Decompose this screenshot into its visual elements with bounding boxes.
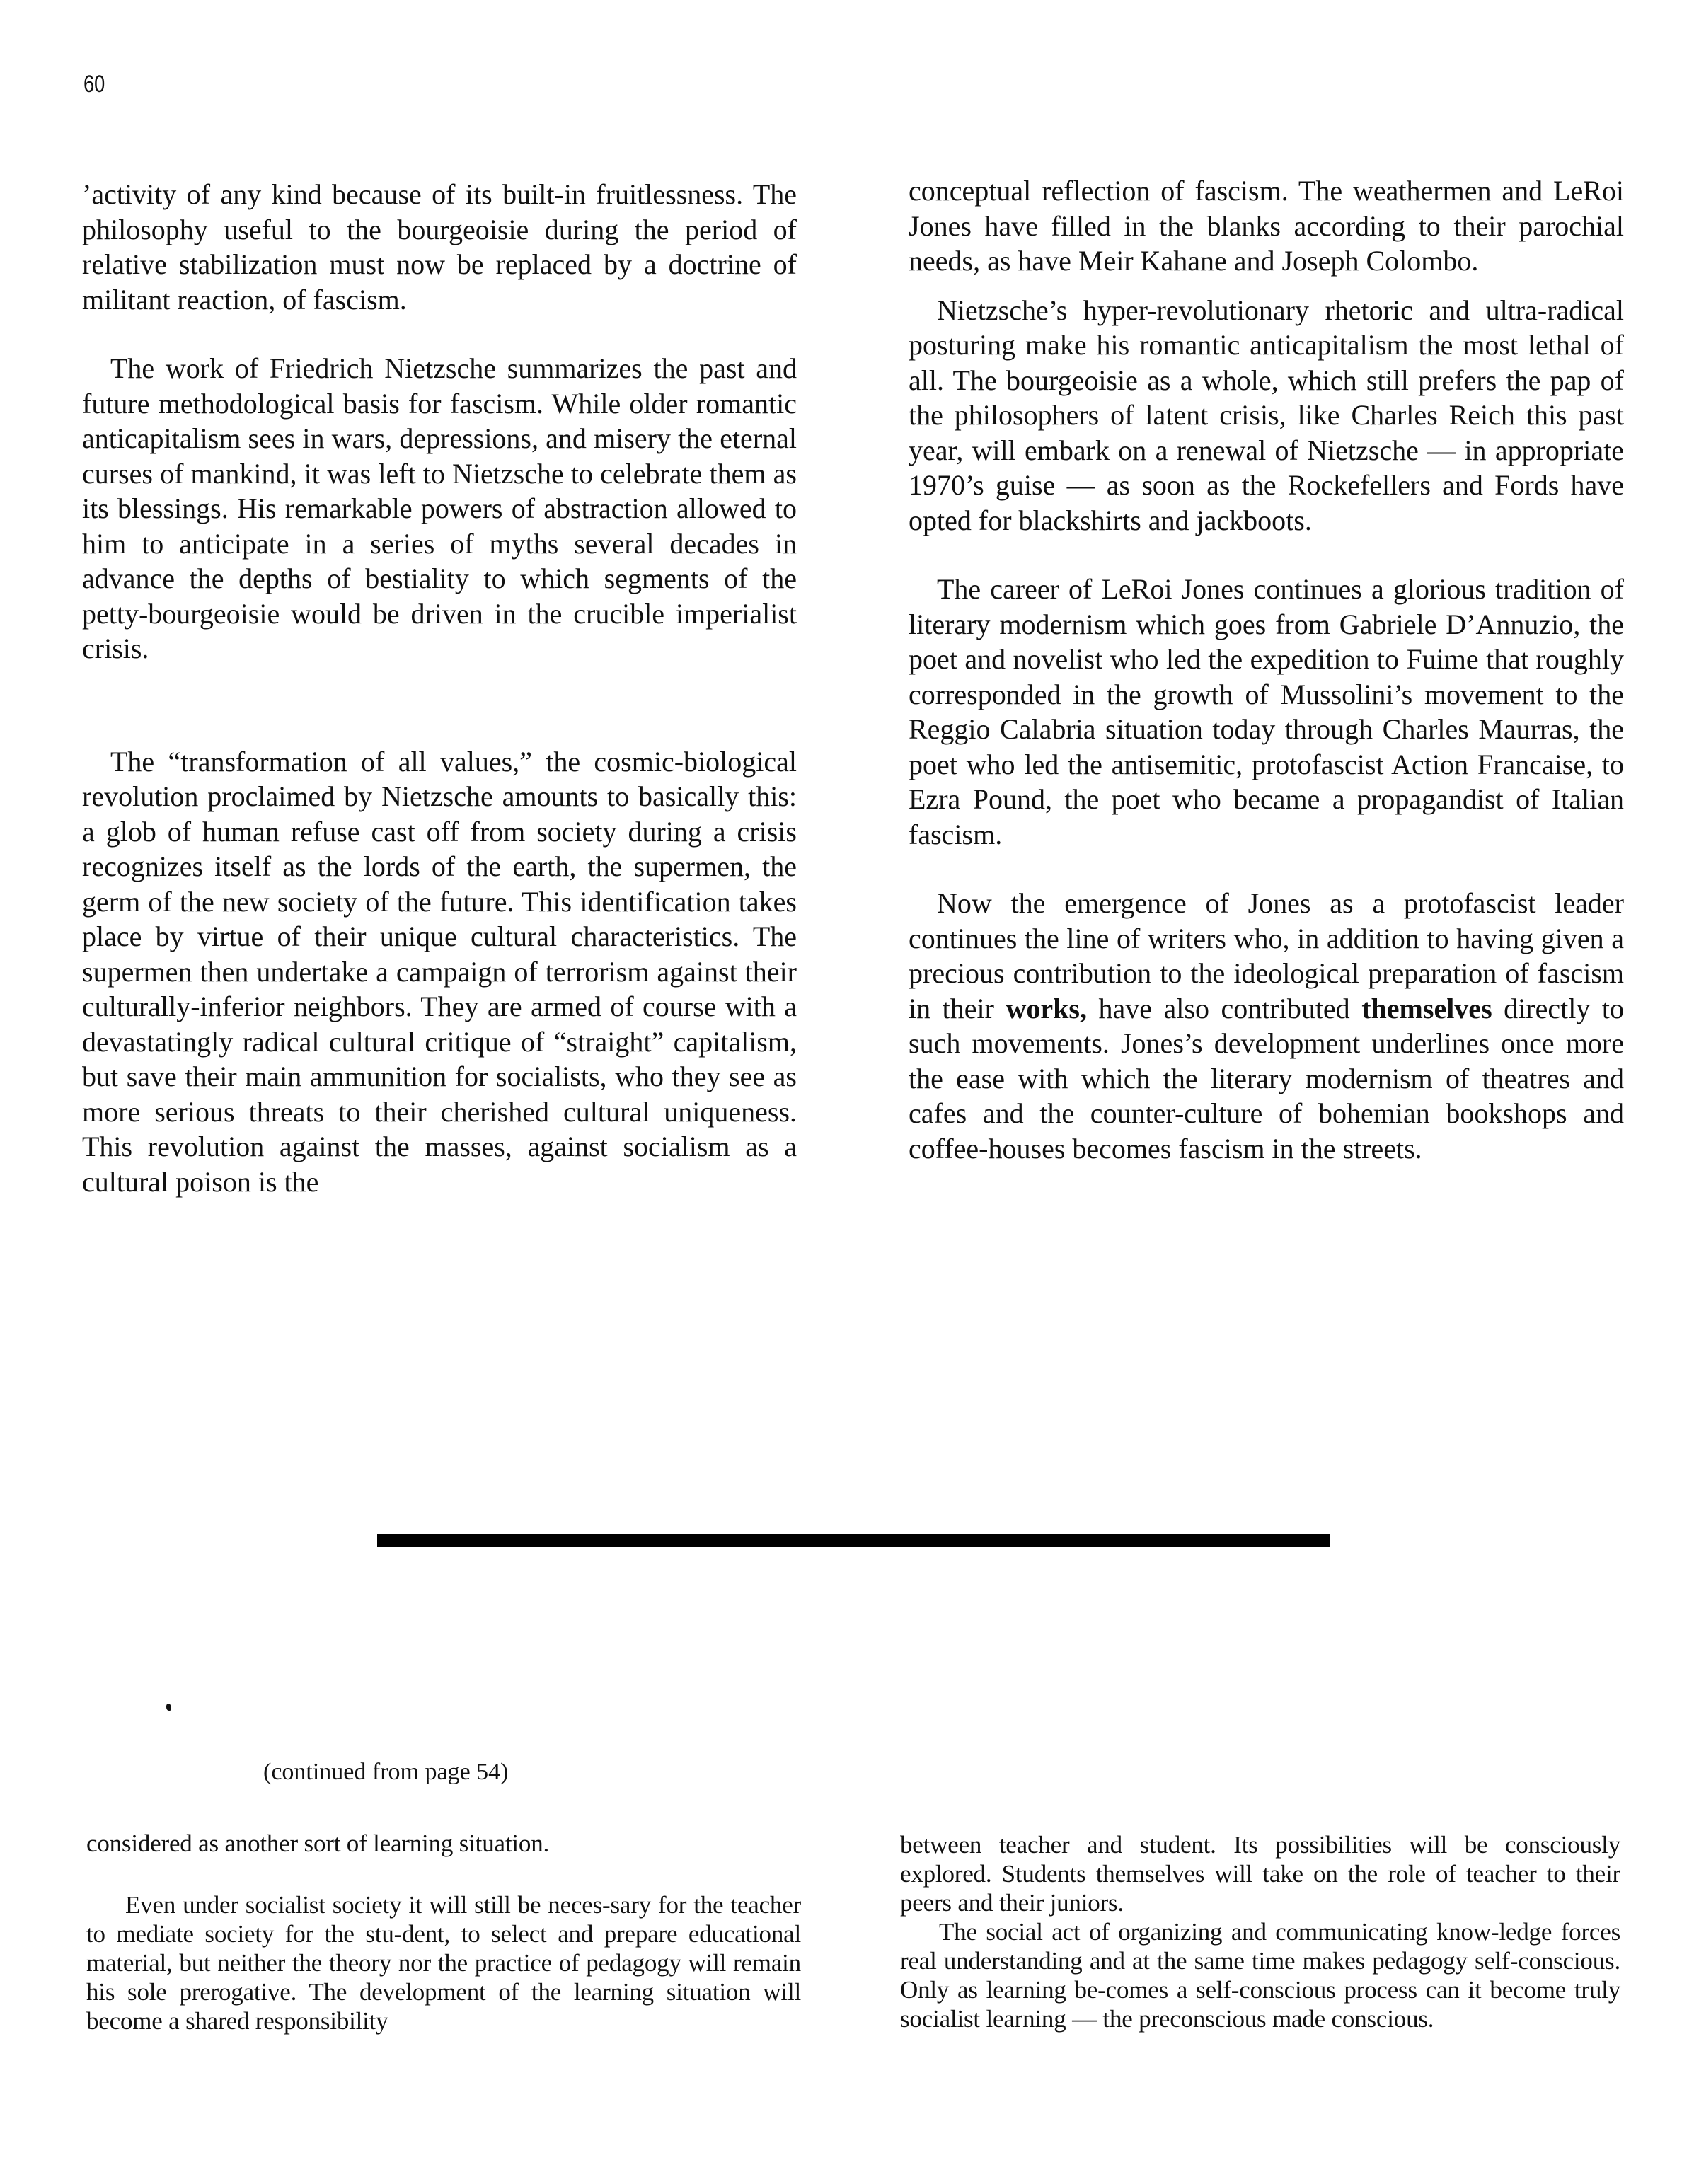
page-number: 60 xyxy=(83,71,105,98)
paragraph: The work of Friedrich Nietzsche summarizes the past and future methodological basis for fascism. While older romantic anticapitalism sees in wars, depressions, and misery the eternal curses of mankind, it was left to Nietzsche to celebrate them as its blessings. His remarkable powers of abstraction allowed to him to anticipate in a series of myths several decades in advance the depths of bestiality to which segments of the petty-bourgeoisie would be driven in the crucible imperialist crisis. xyxy=(82,352,797,664)
text-run: directly to such movements. Jones’s development underlines once more the ease with which the literary modernism of theatres and cafes and the counter-culture of bohemian bookshops and coffee-houses becomes fascism in the streets. xyxy=(909,992,1625,1165)
paragraph-final xyxy=(909,886,1624,1166)
paragraph: The career of LeRoi Jones continues a glorious tradition of literary modernism which goes from Gabriele D’Annuzio, the poet and novelist who led the expedition to Fuime that roughly corresponded in the growth of Mussolini’s movement to the Reggio Calabria situation today through Charles Maurras, the poet who led the antisemitic, protofascist Action Francaise, to Ezra Pound, the poet who became a propagandist of Italian fascism. xyxy=(909,573,1624,850)
scan-speck-mark xyxy=(166,1704,171,1711)
paragraph: conceptual reflection of fascism. The weathermen and LeRoi Jones have filled in the blanks according to their parochial needs, as have Meir Kahane and Joseph Colombo. xyxy=(909,175,1624,277)
paragraph: considered as another sort of learning situation. xyxy=(86,1830,550,1857)
bold-text-run: themselves xyxy=(1361,992,1492,1024)
article-left-column xyxy=(82,177,797,1199)
article-right-column xyxy=(909,173,1624,1166)
text-run: Now the emergence of Jones as a protofascist leader continues the line of writers who, in addition to having given a precious contribution to the ideological preparation of fascism in their xyxy=(909,887,1624,1024)
continuation-right-column xyxy=(900,1830,1620,2033)
continuation-left-column xyxy=(86,1829,801,2035)
paragraph: The social act of organizing and communicating know-ledge forces real understanding and at the same time makes pedagogy self-conscious. Only as learning be-comes a self-conscious process can it become truly socialist learning — the preconscious made conscious. xyxy=(900,1918,1620,2033)
paragraph: Nietzsche’s hyper-revolutionary rhetoric and ultra-radical posturing make his romantic anticapitalism the most lethal of all. The bourgeoisie as a whole, which still prefers the pap of the philosophers of latent crisis, like Charles Reich this past year, will embark on a renewal of Nietzsche — in appropriate 1970’s guise — as soon as the Rockefellers and Fords have opted for blackshirts and jackboots. xyxy=(909,294,1624,536)
bold-text-run: works, xyxy=(1006,992,1087,1024)
paragraph: ’activity of any kind because of its built-in fruitlessness. The philosophy useful to the bourgeoisie during the period of relative stabilization must now be replaced by a doctrine of militant reaction, of fascism. xyxy=(82,178,797,316)
paragraph: Even under socialist society it will still be neces-sary for the teacher to mediate society for the stu-dent, to select and prepare educational material, but neither the theory nor the practice of pedagogy will remain his sole prerogative. The development of the learning situation will become a shared responsibility xyxy=(86,1891,801,2035)
paragraph: between teacher and student. Its possibilities will be consciously explored. Students themselves will take on the role of teacher to their peers and their juniors. xyxy=(900,1831,1620,1917)
continued-from-label: (continued from page 54) xyxy=(263,1759,509,1785)
text-run: have also contributed xyxy=(1086,992,1362,1024)
paragraph: The “transformation of all values,” the cosmic-biological revolution proclaimed by Nietzsche amounts to basically this: a glob of human refuse cast off from society during a crisis recognizes itself as the lords of the earth, the supermen, the germ of the new society of the future. This identification takes place by virtue of their unique cultural characteristics. The supermen then undertake a campaign of terrorism against their culturally-inferior neighbors. They are armed of course with a devastatingly radical cultural critique of “straight” capitalism, but save their main ammunition for socialists, who they see as more serious threats to their cherished cultural uniqueness. This revolution against the masses, against socialism as a cultural poison is the xyxy=(82,745,797,1198)
section-divider-bar xyxy=(377,1534,1330,1547)
